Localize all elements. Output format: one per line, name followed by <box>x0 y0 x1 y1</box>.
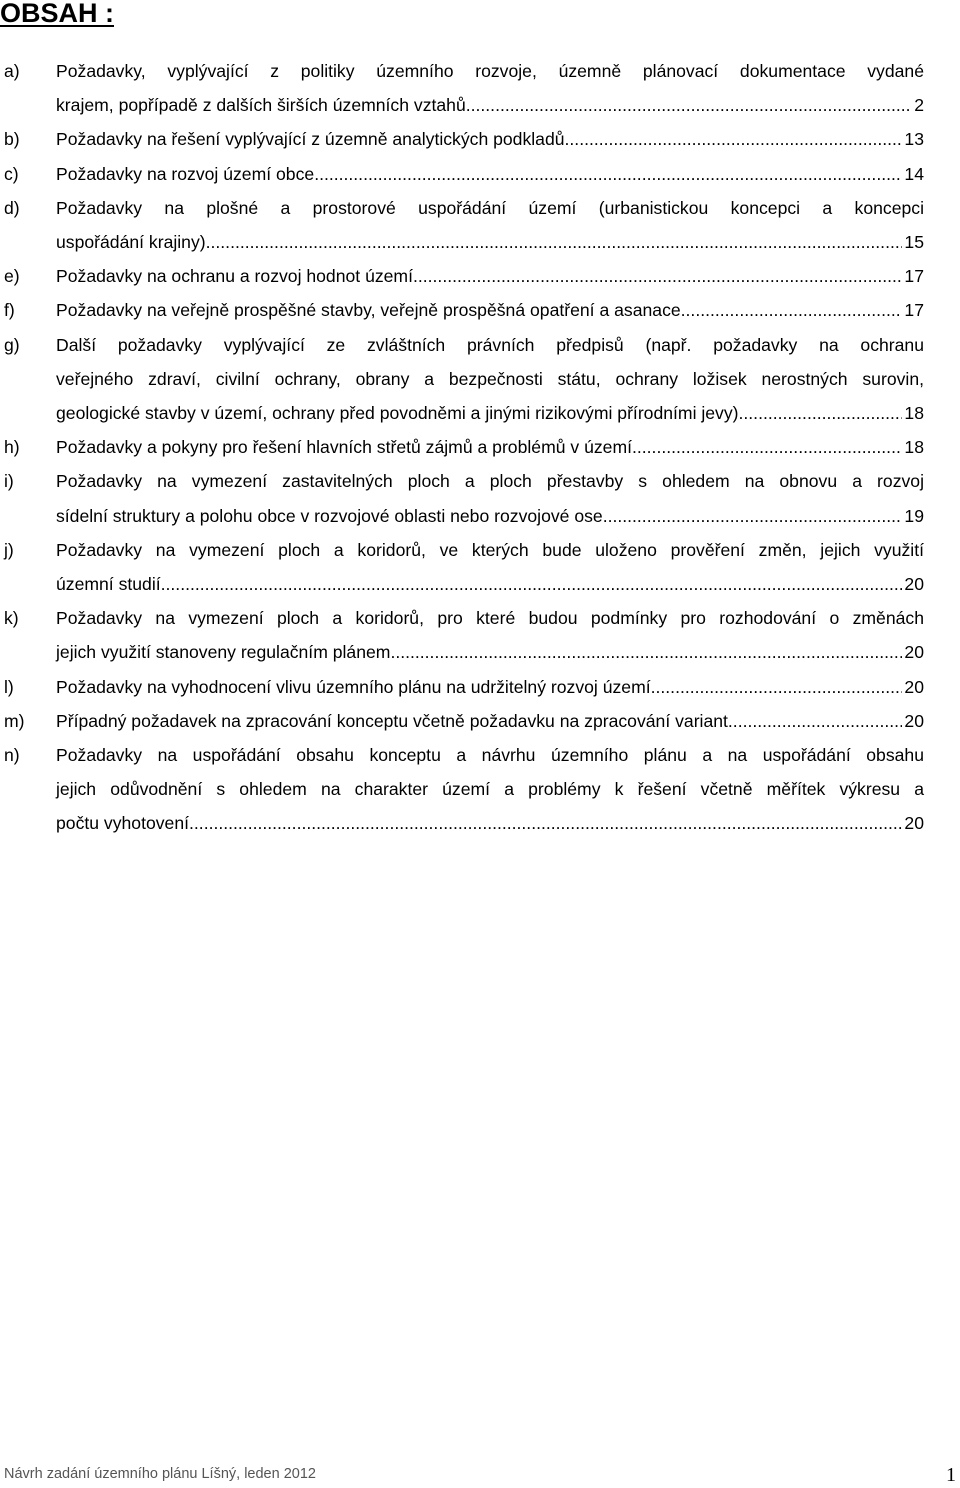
toc-entry-letter: e) <box>4 266 20 287</box>
toc-entry-letter: b) <box>4 129 20 150</box>
toc-entry[interactable] <box>0 328 924 431</box>
toc-entry-page: 13 <box>904 129 924 150</box>
toc-entry-page: 17 <box>904 300 924 321</box>
toc-entry-page: 20 <box>904 642 924 663</box>
toc-entry-text: uspořádání krajiny) <box>56 232 206 253</box>
toc-entry-letter: m) <box>4 710 25 731</box>
toc-entry-letter: n) <box>4 745 20 766</box>
dot-leader <box>390 635 902 669</box>
toc-entry-page: 2 <box>914 95 924 116</box>
footer-text: Návrh zadání územního plánu Líšný, leden 2012 <box>4 1466 316 1482</box>
toc-entry-letter: d) <box>4 197 20 218</box>
toc-entry-text-line: jejich odůvodnění s ohledem na charakter území a problémy k řešení včetně měřítek výkresu a <box>56 779 924 800</box>
toc-entry-text-line: Požadavky na vymezení ploch a koridorů, ve kterých bude uloženo prověření změn, jejich využití <box>56 539 924 560</box>
toc-entry-letter: i) <box>4 471 14 492</box>
page-title: OBSAH : <box>0 0 114 28</box>
toc-entry-last-line <box>56 704 924 738</box>
toc-entry-text-line: veřejného zdraví, civilní ochrany, obrany a bezpečnosti státu, ochrany ložisek nerostných surovin, <box>56 368 924 389</box>
toc-entry-last-line <box>56 670 924 704</box>
toc-entry-text: počtu vyhotovení <box>56 813 190 834</box>
dot-leader <box>728 704 903 738</box>
toc-entry[interactable] <box>0 259 924 293</box>
toc-entry-last-line <box>56 499 924 533</box>
toc-entry-page: 14 <box>904 163 924 184</box>
toc-entry-last-line <box>56 88 924 122</box>
toc-entry-last-line <box>56 806 924 840</box>
toc-entry-letter: k) <box>4 608 19 629</box>
toc-entry-text: Požadavky na veřejně prospěšné stavby, veřejně prospěšná opatření a asanace <box>56 300 681 321</box>
toc-entry[interactable] <box>0 601 924 669</box>
toc-entry[interactable] <box>0 704 924 738</box>
toc-entry-last-line <box>56 259 924 293</box>
toc-entry[interactable] <box>0 738 924 841</box>
toc-entry-text-line: Další požadavky vyplývající ze zvláštních právních předpisů (např. požadavky na ochranu <box>56 334 924 355</box>
toc-entry[interactable] <box>0 293 924 327</box>
toc-entry-page: 20 <box>904 574 924 595</box>
dot-leader <box>565 122 903 156</box>
toc-entry[interactable] <box>0 533 924 601</box>
toc-entry-last-line <box>56 396 924 430</box>
toc-entry-letter: h) <box>4 437 20 458</box>
toc-entry-text: geologické stavby v území, ochrany před povodněmi a jinými rizikovými přírodními jevy) <box>56 403 739 424</box>
toc-entry-text: sídelní struktury a polohu obce v rozvojové oblasti nebo rozvojové ose <box>56 505 603 526</box>
page-number: 1 <box>946 1464 956 1486</box>
toc-entry[interactable] <box>0 122 924 156</box>
toc-entry-last-line <box>56 122 924 156</box>
dot-leader <box>189 806 902 840</box>
dot-leader <box>603 499 903 533</box>
toc-entry-last-line <box>56 293 924 327</box>
toc-entry[interactable] <box>0 157 924 191</box>
toc-entry-page: 15 <box>904 232 924 253</box>
toc-entry[interactable] <box>0 670 924 704</box>
toc-entry-last-line <box>56 225 924 259</box>
toc-entry-letter: g) <box>4 334 20 355</box>
toc-entry-last-line <box>56 567 924 601</box>
toc-entry-text-line: Požadavky na vymezení zastavitelných ploch a ploch přestavby s ohledem na obnovu a rozvoj <box>56 471 924 492</box>
toc-entry-page: 18 <box>904 403 924 424</box>
dot-leader <box>206 225 903 259</box>
dot-leader <box>161 567 903 601</box>
toc-entry-letter: j) <box>4 539 14 560</box>
dot-leader <box>681 293 903 327</box>
toc-entry-text-line: Požadavky, vyplývající z politiky územního rozvoje, územně plánovací dokumentace vydané <box>56 61 924 81</box>
toc-entry-text-line: Požadavky na uspořádání obsahu konceptu a návrhu územního plánu a na uspořádání obsahu <box>56 745 924 766</box>
toc-entry[interactable] <box>0 191 924 259</box>
toc-entry[interactable] <box>0 54 924 122</box>
toc-entry-page: 20 <box>904 676 924 697</box>
toc-entry[interactable] <box>0 464 924 532</box>
toc-entry-letter: a) <box>4 61 20 81</box>
toc-entry-text: Požadavky na rozvoj území obce <box>56 163 315 184</box>
dot-leader <box>632 430 902 464</box>
toc-entry-text-line: Požadavky na vymezení ploch a koridorů, pro které budou podmínky pro rozhodování o změnách <box>56 608 924 629</box>
toc-entry-last-line <box>56 157 924 191</box>
toc-entry-page: 17 <box>904 266 924 287</box>
toc-entry-last-line <box>56 635 924 669</box>
toc-entry-page: 20 <box>904 710 924 731</box>
table-of-contents <box>0 54 924 841</box>
toc-entry-letter: c) <box>4 163 19 184</box>
toc-entry-text: Požadavky na ochranu a rozvoj hodnot území <box>56 266 413 287</box>
dot-leader <box>651 670 903 704</box>
toc-entry-text: Požadavky na řešení vyplývající z územně analytických podkladů <box>56 129 565 150</box>
dot-leader <box>739 396 903 430</box>
toc-entry-letter: l) <box>4 676 14 697</box>
toc-entry-text: jejich využití stanoveny regulačním plánem <box>56 642 391 663</box>
toc-entry-text: Případný požadavek na zpracování konceptu včetně požadavku na zpracování variant <box>56 710 728 731</box>
toc-entry-last-line <box>56 430 924 464</box>
toc-entry-text: územní studií <box>56 574 161 595</box>
toc-entry-page: 19 <box>904 505 924 526</box>
toc-entry-text: Požadavky a pokyny pro řešení hlavních střetů zájmů a problémů v území <box>56 437 632 458</box>
toc-entry-text-line: Požadavky na plošné a prostorové uspořádání území (urbanistickou koncepci a koncepci <box>56 197 924 218</box>
toc-entry-page: 18 <box>904 437 924 458</box>
toc-entry-page: 20 <box>904 813 924 834</box>
toc-entry[interactable] <box>0 430 924 464</box>
toc-entry-text: Požadavky na vyhodnocení vlivu územního plánu na udržitelný rozvoj území <box>56 676 651 697</box>
dot-leader <box>466 88 912 122</box>
dot-leader <box>314 157 902 191</box>
toc-entry-letter: f) <box>4 300 15 321</box>
toc-entry-text: krajem, popřípadě z dalších širších územních vztahů <box>56 95 466 116</box>
dot-leader <box>413 259 902 293</box>
